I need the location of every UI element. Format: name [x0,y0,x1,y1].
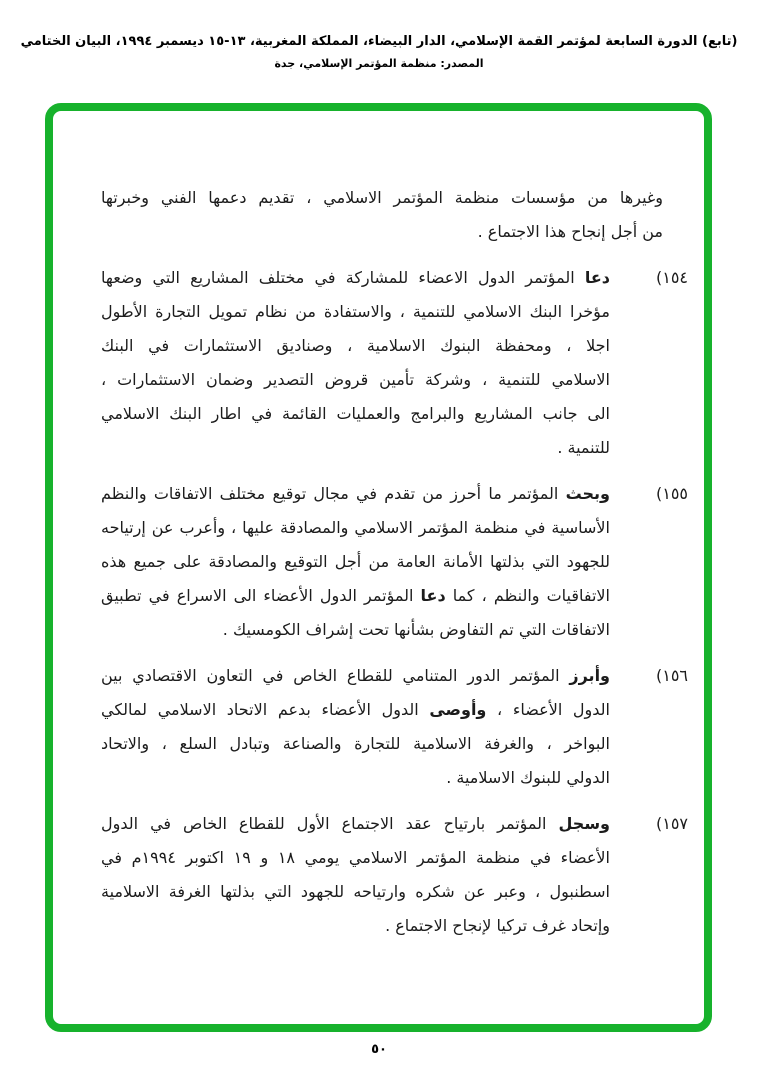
text-segment: المؤتمر الدول الاعضاء للمشاركة في مختلف المشاريع التي وضعها [101,268,585,287]
text-line [101,261,610,295]
paragraph-number: ١٥٥) [655,484,688,503]
paragraph-text [101,261,610,465]
document-body [53,111,704,943]
paragraph-text [101,807,610,943]
text-line [101,761,610,795]
paragraph-text [101,477,610,647]
text-line [101,181,663,215]
text-line [101,807,610,841]
text-line [101,545,610,579]
text-line [101,875,610,909]
text-line [101,659,610,693]
text-line [101,431,610,465]
bold-text-segment: وأوصى [429,700,487,719]
text-line [101,841,610,875]
text-segment: المؤتمر بارتياح عقد الاجتماع الأول للقطاع الخاص في الدول [101,814,559,833]
text-segment: للتنمية . [557,438,610,457]
text-segment: اسطنبول ، وعبر عن شكره وارتياحه للجهود التي بذلتها الغرفة الاسلامية [101,882,610,901]
numbered-paragraph [101,477,688,647]
text-line [101,295,610,329]
text-line [101,397,610,431]
text-segment: الدول الأعضاء ، [486,700,610,719]
text-line [101,329,610,363]
text-line [101,511,610,545]
numbered-paragraph [101,659,688,795]
text-segment: من أجل إنجاح هذا الاجتماع . [477,222,663,241]
text-segment: الأعضاء في منظمة المؤتمر الاسلامي يومي ١٨ و ١٩ اكتوبر ١٩٩٤م في [101,848,610,867]
paragraph-number: ١٥٦) [655,666,688,685]
text-line [101,693,610,727]
paragraph-number: ١٥٧) [655,814,688,833]
text-line [101,909,610,943]
document-title: (تابع) الدورة السابعة لمؤتمر القمة الإسلامي، الدار البيضاء، المملكة المغربية، ١٣-١٥ ديسمبر ١٩٩٤، البيان الختامي [20,34,738,49]
text-segment: وغيرها من مؤسسات منظمة المؤتمر الاسلامي ، تقديم دعمها الفني وخبرتها [101,188,663,207]
text-segment: الى جانب المشاريع والبرامج والعمليات القائمة في اطار البنك الاسلامي [101,404,610,423]
text-segment: مؤخرا البنك الاسلامي للتنمية ، والاستفادة من نظام تمويل التجارة الأطول [101,302,610,321]
paragraph-number: ١٥٤) [655,268,688,287]
numbered-paragraph [101,807,688,943]
text-segment: المؤتمر ما أحرز من تقدم في مجال توقيع مختلف الاتفاقات والنظم [101,484,566,503]
text-line [101,579,610,613]
paragraph-text [101,659,610,795]
text-segment: المؤتمر الدول الأعضاء الى الاسراع في تطبيق [101,586,421,605]
text-segment: الدولي للبنوك الاسلامية . [446,768,610,787]
text-segment: المؤتمر الدور المتنامي للقطاع الخاص في التعاون الاقتصادي بين [101,666,570,685]
text-segment: الاتفاقات التي تم التفاوض بشأنها تحت إشراف الكومسيك . [222,620,610,639]
header [0,34,758,70]
text-segment: الدول الأعضاء بدعم الاتحاد الاسلامي لمالكي [101,700,430,719]
text-line [101,727,610,761]
text-segment: للجهود التي بذلتها الأمانة العامة من أجل التوقيع والمصادقة على جميع هذه [101,552,610,571]
text-segment: وإتحاد غرف تركيا لإنجاح الاجتماع . [385,916,610,935]
bold-text-segment: وبحث [565,484,610,503]
bold-text-segment: وأبرز [569,666,610,685]
paragraphs [101,261,688,943]
text-segment: الاتفاقيات والنظم ، كما [445,586,610,605]
bold-text-segment: دعا [584,268,610,287]
bold-text-segment: وسجل [558,814,610,833]
numbered-paragraph [101,261,688,465]
text-line [101,477,610,511]
text-segment: البواخر ، والغرفة الاسلامية للتجارة والصناعة وتبادل السلع ، والاتحاد [101,734,610,753]
bold-text-segment: دعا [420,586,446,605]
text-line [101,613,610,647]
intro-paragraph [101,181,663,249]
source-line: المصدر: منظمة المؤتمر الإسلامي، جدة [274,57,484,70]
text-segment: الأساسية في منظمة المؤتمر الاسلامي والمصادقة عليها ، وأعرب عن إرتياحه [101,518,610,537]
text-segment: اجلا ، ومحفظة البنوك الاسلامية ، وصناديق الاستثمارات في البنك [101,336,610,355]
text-segment: الاسلامي للتنمية ، وشركة تأمين قروض التصدير وضمان الاستثمارات ، [101,370,610,389]
text-line [101,363,610,397]
text-line [101,215,663,249]
page-number: ٥٠ [371,1042,387,1057]
